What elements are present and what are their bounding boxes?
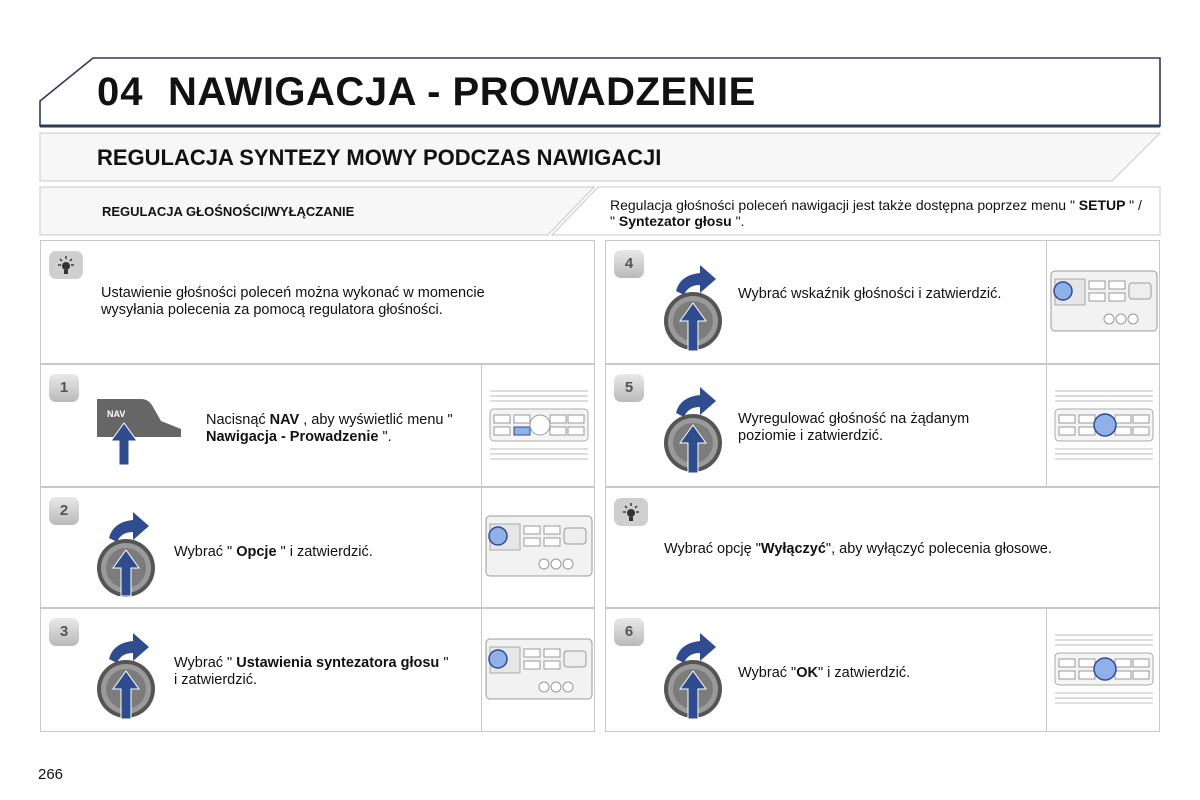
rotary-knob-icon bbox=[660, 255, 730, 355]
step-1-text: Nacisnąć NAV , aby wyświetlić menu " Nawigacja - Prowadzenie ". bbox=[206, 412, 453, 445]
step-6-text: Wybrać "OK" i zatwierdzić. bbox=[738, 665, 911, 681]
step-4-text: Wybrać wskaźnik głośności i zatwierdzić. bbox=[738, 286, 1002, 302]
radio-panel-thumb-center bbox=[1046, 609, 1161, 732]
rotary-knob-icon bbox=[660, 623, 730, 723]
step-cell-6 bbox=[605, 608, 1160, 732]
step-number-5: 5 bbox=[614, 374, 644, 402]
radio-panel-thumb-center bbox=[1046, 365, 1161, 487]
step-cell-4 bbox=[605, 240, 1160, 364]
radio-panel-thumb-knob bbox=[1046, 241, 1161, 364]
step-number-6: 6 bbox=[614, 618, 644, 646]
step-cell-1 bbox=[40, 364, 595, 487]
tip-volume-text: Ustawienie głośności poleceń można wykonać w momencie wysyłania polecenia za pomocą regulatora głośności. bbox=[101, 285, 485, 318]
step-number-4: 4 bbox=[614, 250, 644, 278]
nav-button-label: NAV bbox=[107, 409, 126, 419]
rotary-knob-icon bbox=[93, 623, 163, 723]
step-cell-3 bbox=[40, 608, 595, 732]
nav-button-icon bbox=[97, 395, 181, 467]
step-3-text: Wybrać " Ustawienia syntezatora głosu " i zatwierdzić. bbox=[174, 655, 449, 688]
section-title: REGULACJA SYNTEZY MOWY PODCZAS NAWIGACJI bbox=[97, 145, 662, 170]
step-number-3: 3 bbox=[49, 618, 79, 646]
tip-cell-disable bbox=[605, 487, 1160, 608]
step-2-text: Wybrać " Opcje " i zatwierdzić. bbox=[174, 544, 373, 560]
radio-panel-thumb-knob bbox=[481, 488, 596, 608]
setup-menu-note: Regulacja głośności poleceń nawigacji jest także dostępna poprzez menu " SETUP " / " Syntezator głosu ". bbox=[610, 197, 1142, 229]
rotary-knob-icon bbox=[93, 502, 163, 598]
step-cell-2 bbox=[40, 487, 595, 608]
subsection-title: REGULACJA GŁOŚNOŚCI/WYŁĄCZANIE bbox=[102, 204, 355, 219]
radio-panel-thumb-nav bbox=[481, 365, 596, 487]
rotary-knob-icon bbox=[660, 377, 730, 477]
chapter-title: NAWIGACJA - PROWADZENIE bbox=[168, 70, 756, 114]
page-number: 266 bbox=[38, 766, 64, 783]
step-number-2: 2 bbox=[49, 497, 79, 525]
step-cell-5 bbox=[605, 364, 1160, 487]
tip-cell-volume bbox=[40, 240, 595, 364]
radio-panel-thumb-knob bbox=[481, 609, 596, 732]
tip-disable-text: Wybrać opcję "Wyłączyć", aby wyłączyć polecenia głosowe. bbox=[664, 541, 1052, 557]
chapter-number: 04 bbox=[97, 70, 144, 114]
tip-lightbulb-icon bbox=[614, 498, 650, 528]
tip-lightbulb-icon bbox=[49, 251, 85, 281]
step-5-text: Wyregulować głośność na żądanym poziomie i zatwierdzić. bbox=[738, 411, 970, 444]
step-number-1: 1 bbox=[49, 374, 79, 402]
